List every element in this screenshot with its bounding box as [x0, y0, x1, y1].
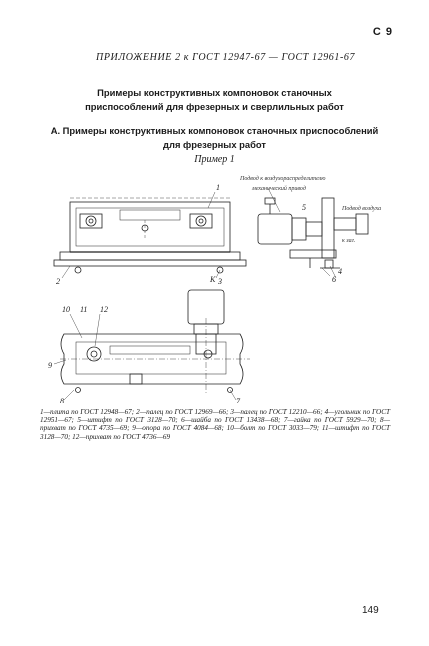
callout-8: 8 [60, 397, 64, 403]
page-number: 149 [362, 605, 379, 616]
annotation-air-supply: Подвод к воздухораспределителю [240, 176, 326, 182]
callout-k: К [210, 275, 216, 284]
page-code: С 9 [372, 26, 393, 38]
callout-5: 5 [302, 203, 306, 212]
parts-caption: 1—плита по ГОСТ 12948—67; 2—палец по ГОСТ 12969—66; 3—палец по ГОСТ 12210—66; 4—угольник по ГОСТ 12951—67; 5—штифт по ГОСТ 3128—70; 6—шайба по ГОСТ 13438—68; 7—гайка по ГОСТ 5929—70; 8—прихват по ГОСТ 4735—69; 9—опора по ГОСТ 4084—68; 10—болт по ГОСТ 3033—79; 11—штифт по ГОСТ 3128—70; 12—прихват по ГОСТ 4736—69 [40, 408, 390, 441]
title-line-2: приспособлений для фрезерных и сверлильных работ [85, 101, 344, 112]
front-view [54, 198, 246, 273]
callout-3: 3 [218, 277, 222, 286]
section-heading [0, 124, 429, 152]
annotation-drive: механический привод [252, 186, 306, 192]
callout-4: 4 [338, 267, 342, 276]
callout-1: 1 [216, 183, 220, 192]
callout-9: 9 [48, 361, 52, 370]
callout-12: 12 [100, 305, 108, 314]
technical-drawing [40, 168, 390, 403]
example-label: Пример 1 [194, 154, 235, 165]
section-line-2: для фрезерных работ [163, 139, 266, 150]
callout-2: 2 [56, 277, 60, 286]
section-line-1: А. Примеры конструктивных компоновок станочных приспособлений [50, 125, 379, 136]
callout-7: 7 [236, 397, 240, 403]
title-line-1: Примеры конструктивных компоновок станочных [97, 87, 332, 98]
annotation-small: к заг. [342, 238, 356, 244]
annotation-right: Подвод воздуха [342, 206, 382, 212]
document-title [0, 86, 429, 114]
callout-6: 6 [332, 275, 336, 284]
callout-11: 11 [80, 305, 88, 314]
callout-10: 10 [62, 305, 70, 314]
plan-view [60, 290, 250, 393]
appendix-reference: ПРИЛОЖЕНИЕ 2 к ГОСТ 12947-67 — ГОСТ 12961-67 [96, 52, 356, 63]
